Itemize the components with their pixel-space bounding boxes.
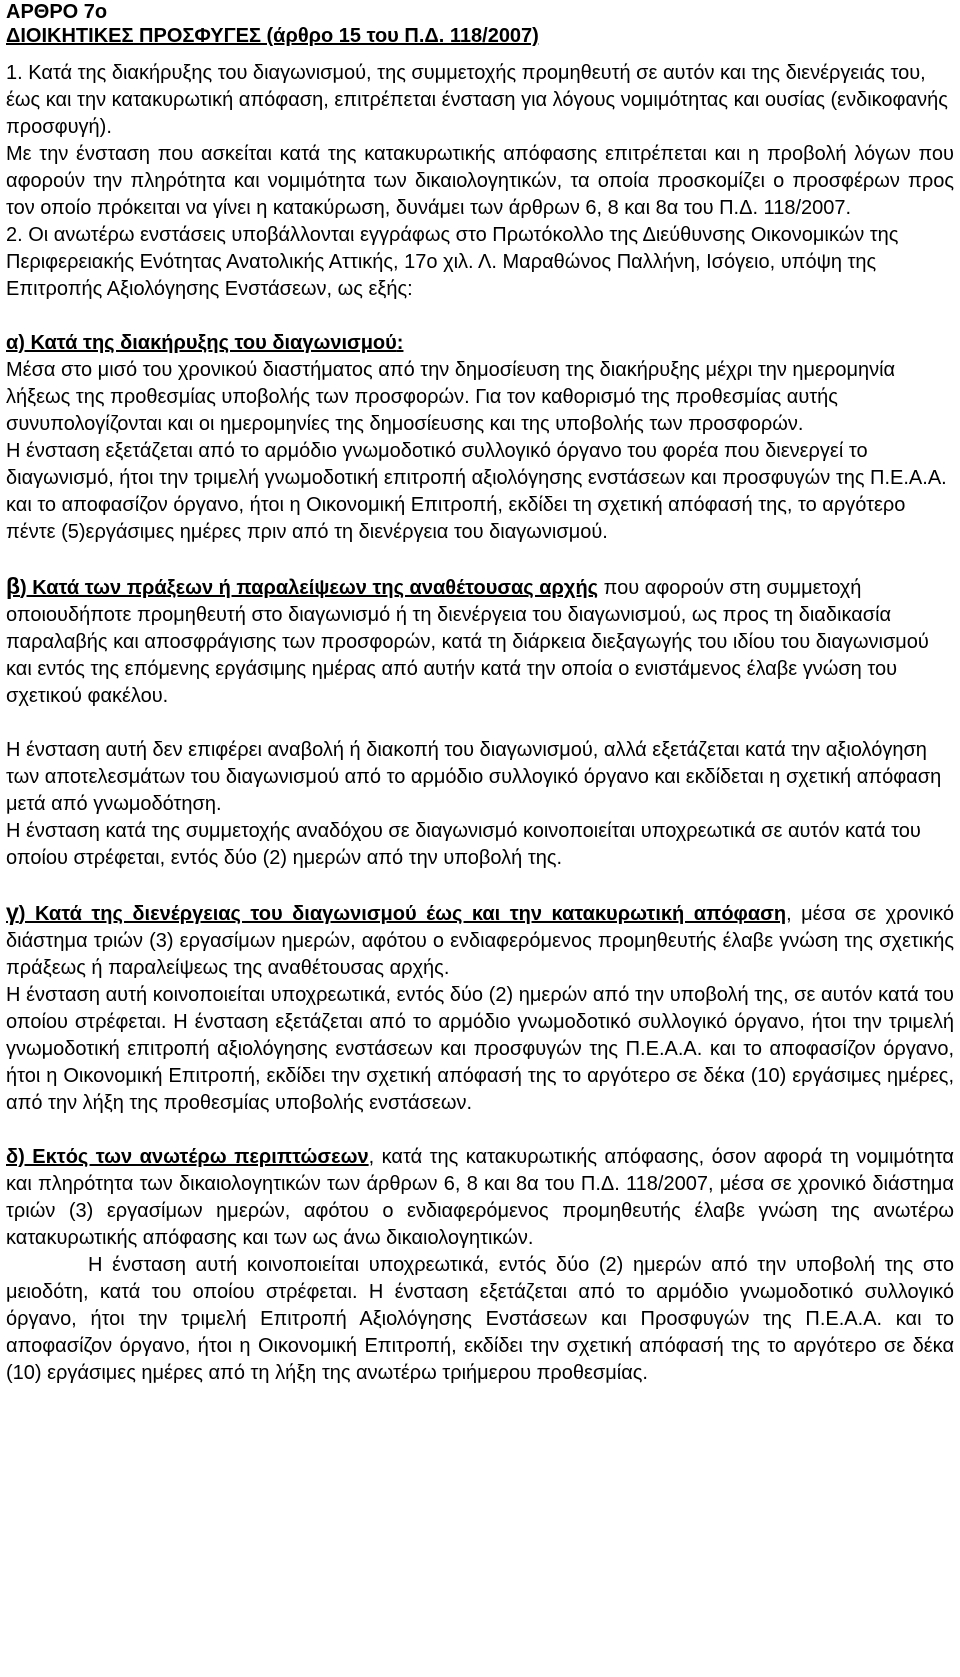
spacer	[6, 872, 954, 899]
section-b-label	[6, 573, 599, 599]
section-a-colon: :	[396, 332, 404, 354]
section-d-text-1: , κατά της κατακυρωτικής απόφασης, όσον αφορά τη νομιμότητα και πληρότητα των δικαιολογητικών των άρθρων 6, 8 και 8α του Π.Δ. 118/2007, μέσα σε χρονικό διάστημα τριών (3) εργασίμων ημερών, αφότου ο ενδιαφερόμενος προμηθευτής έλαβε γνώση της ανωτέρω κατακυρωτικής απόφασης και των ως άνω δικαιολογητικών.	[6, 1146, 954, 1249]
section-c-label	[6, 899, 787, 925]
section-a-label: α) Κατά της διακήρυξης του διαγωνισμού	[6, 332, 397, 354]
section-c-label-rest: ) Κατά της διενέργειας του διαγωνισμού έως και την κατακυρωτική απόφαση	[18, 903, 787, 925]
section-c	[6, 899, 954, 982]
paragraph-1-continued: Με την ένσταση που ασκείται κατά της κατακυρωτικής απόφασης επιτρέπεται και η προβολή λόγων που αφορούν την πληρότητα και νομιμότητα των δικαιολογητικών, τα οποία προσκομίζει ο προσφέρων προς τον οποίο πρόκειται να γίνει η κατακύρωση, δυνάμει των άρθρων 6, 8 και 8α του Π.Δ. 118/2007.	[6, 143, 954, 219]
section-d-text-2: Η ένσταση αυτή κοινοποιείται υποχρεωτικά, εντός δύο (2) ημερών από την υποβολή της στο μειοδότη, κατά του οποίου στρέφεται. Η ένσταση εξετάζεται από το αρμόδιο γνωμοδοτικό συλλογικό όργανο, ήτοι την τριμελή Επιτροπή Αξιολόγησης Ενστάσεων και Προσφυγών της Π.Ε.Α.Α. και το αποφασίζον όργανο, ήτοι η Οικονομική Επιτροπή, εκδίδει την σχετική απόφασή της το αργότερο σε δέκα (10) εργάσιμες ημέρες από τη λήξη της ανωτέρω τριήμερου προθεσμίας.	[6, 1254, 954, 1384]
section-b-label-rest: ) Κατά των πράξεων ή παραλείψεων της αναθέτουσας αρχής	[20, 577, 599, 599]
section-b	[6, 573, 954, 710]
section-d	[6, 1144, 954, 1252]
spacer	[6, 1117, 954, 1144]
paragraph-1: 1. Κατά της διακήρυξης του διαγωνισμού, της συμμετοχής προμηθευτή σε αυτόν και της διενέργειάς του, έως και την κατακυρωτική απόφαση, επιτρέπεται ένσταση για λόγους νομιμότητας και ουσίας (ενδικοφανής προσφυγή).	[6, 62, 948, 138]
section-c-text-2: Η ένσταση αυτή κοινοποιείται υποχρεωτικά, εντός δύο (2) ημερών από την υποβολή της, σε αυτόν κατά του οποίου στρέφεται. Η ένσταση εξετάζεται από το αρμόδιο γνωμοδοτικό συλλογικό όργανο, ήτοι την τριμελή γνωμοδοτική επιτροπή αξιολόγησης ενστάσεων και προσφυγών της Π.Ε.Α.Α. και το αποφασίζον όργανο, ήτοι η Οικονομική Επιτροπή, εκδίδει την σχετική απόφασή της το αργότερο σε δέκα (10) εργάσιμες ημέρες, από την λήξη της προθεσμίας υποβολής ενστάσεων.	[6, 984, 954, 1114]
section-c-letter: γ	[6, 899, 19, 925]
article-title: ΑΡΘΡΟ 7ο	[6, 1, 108, 23]
spacer	[6, 710, 954, 737]
article-subtitle: ΔΙΟΙΚΗΤΙΚΕΣ ΠΡΟΣΦΥΓΕΣ (άρθρο 15 του Π.Δ. 118/2007)	[6, 25, 539, 47]
section-b-letter: β	[6, 573, 21, 599]
section-c-text-1: , μέσα σε χρονικό διάστημα τριών (3) εργασίμων ημερών, αφότου ο ενδιαφερόμενος προμηθευτής έλαβε γνώση της σχετικής πράξεως ή παραλείψεως της αναθέτουσας αρχής.	[6, 903, 954, 979]
section-d-label: δ) Εκτός των ανωτέρω περιπτώσεων	[6, 1146, 369, 1168]
section-a-text-1: Μέσα στο μισό του χρονικού διαστήματος από την δημοσίευση της διακήρυξης μέχρι την ημερομηνία λήξεως της προθεσμίας υποβολής των προσφορών. Για τον καθορισμό της προθεσμίας αυτής συνυπολογίζονται και οι ημερομηνίες της δημοσίευσης και της υποβολής των προσφορών.	[6, 359, 896, 435]
section-b-text-2: Η ένσταση αυτή δεν επιφέρει αναβολή ή διακοπή του διαγωνισμού, αλλά εξετάζεται κατά την αξιολόγηση των αποτελεσμάτων του διαγωνισμού από το αρμόδιο συλλογικό όργανο και εκδίδεται η σχετική απόφαση μετά από γνωμοδότηση.	[6, 739, 942, 815]
paragraph-2: 2. Οι ανωτέρω ενστάσεις υποβάλλονται εγγράφως στο Πρωτόκολλο της Διεύθυνσης Οικονομικών της Περιφερειακής Ενότητας Ανατολικής Αττικής, 17ο χιλ. Λ. Μαραθώνος Παλλήνη, Ισόγειο, υπόψη της Επιτροπής Αξιολόγησης Ενστάσεων, ως εξής:	[6, 224, 899, 300]
section-b-text-3: Η ένσταση κατά της συμμετοχής αναδόχου σε διαγωνισμό κοινοποιείται υποχρεωτικά σε αυτόν κατά του οποίου στρέφεται, εντός δύο (2) ημερών από την υποβολή της.	[6, 820, 921, 869]
section-a-text-2: Η ένσταση εξετάζεται από το αρμόδιο γνωμοδοτικό συλλογικό όργανο του φορέα που διενεργεί το διαγωνισμό, ήτοι την τριμελή γνωμοδοτική επιτροπή αξιολόγησης ενστάσεων και προσφυγών της Π.Ε.Α.Α. και το αποφασίζον όργανο, ήτοι η Οικονομική Επιτροπή, εκδίδει τη σχετική απόφασή της, το αργότερο πέντε (5)εργάσιμες ημέρες πριν από τη διενέργεια του διαγωνισμού.	[6, 440, 947, 543]
spacer	[6, 303, 954, 330]
section-a	[6, 330, 954, 357]
section-b-text-1: που αφορούν στη συμμετοχή οποιουδήποτε προμηθευτή στο διαγωνισμό ή τη διενέργεια του διαγωνισμού, ως προς τη διαδικασία παραλαβής και αποσφράγισης των προσφορών, κατά τη διάρκεια διεξαγωγής του ιδίου του διαγωνισμού και εντός της επόμενης εργάσιμης ημέρας από αυτήν κατά την οποία ο ενιστάμενος έλαβε γνώση του σχετικού φακέλου.	[6, 577, 929, 707]
spacer	[6, 546, 954, 573]
